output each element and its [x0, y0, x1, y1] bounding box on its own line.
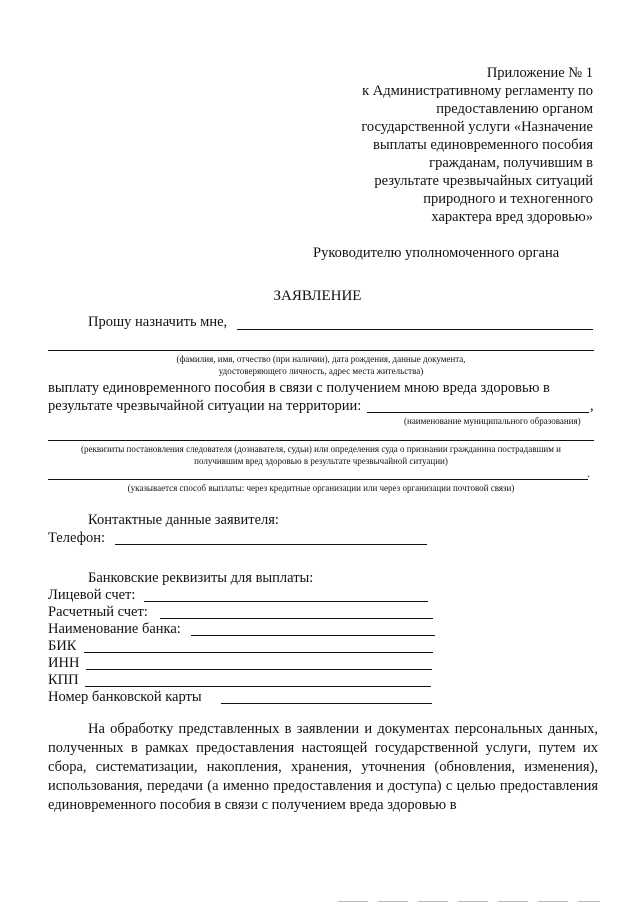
bank-field-label: Наименование банка:: [48, 621, 181, 637]
hint-requisites-1: (реквизиты постановления следователя (дознавателя, судьи) или определения суда о признании гражданина пострадавшим и: [81, 444, 561, 454]
bank-field-label: Номер банковской карты: [48, 689, 202, 705]
contacts-heading: Контактные данные заявителя:: [88, 512, 279, 528]
bank-field-label: Расчетный счет:: [48, 604, 148, 620]
bik-field[interactable]: [84, 652, 433, 653]
header-line: характера вред здоровью»: [431, 209, 593, 225]
scan-artifact: [378, 901, 408, 902]
phone-field[interactable]: [115, 544, 427, 545]
account-field[interactable]: [144, 601, 428, 602]
header-line: выплаты единовременного пособия: [373, 137, 593, 153]
payment-method-field[interactable]: [48, 479, 588, 480]
bank-field-label: БИК: [48, 638, 77, 654]
appendix-header: [293, 64, 593, 226]
bank-field-label: ИНН: [48, 655, 80, 671]
scan-artifact: [458, 901, 488, 902]
header-line: предоставлению органом: [436, 101, 593, 117]
bank-name-field[interactable]: [191, 635, 435, 636]
applicant-name-field[interactable]: [237, 329, 593, 330]
scan-artifact: [418, 901, 448, 902]
territory-field[interactable]: [367, 412, 589, 413]
consent-paragraph: [48, 720, 598, 815]
header-line: результате чрезвычайных ситуаций: [374, 173, 593, 189]
scan-artifact: [498, 901, 528, 902]
applicant-details-field[interactable]: [48, 350, 594, 351]
scan-artifact: [538, 901, 568, 902]
payment-line-2: результате чрезвычайной ситуации на территории:: [48, 398, 362, 414]
inn-field[interactable]: [86, 669, 432, 670]
bank-field-label: КПП: [48, 672, 79, 688]
request-label: Прошу назначить мне,: [88, 314, 228, 330]
header-line: природного и техногенного: [423, 191, 593, 207]
header-line: государственной услуги «Назначение: [361, 119, 593, 135]
bank-field-label: Лицевой счет:: [48, 587, 136, 603]
header-line: Приложение № 1: [486, 65, 593, 81]
hint-person-2: удостоверяющего личность, адрес места жительства): [218, 366, 424, 376]
card-number-field[interactable]: [221, 703, 432, 704]
comma: ,: [590, 398, 594, 414]
header-line: к Административному регламенту по: [362, 83, 593, 99]
scan-artifact: [338, 901, 368, 902]
settlement-account-field[interactable]: [160, 618, 433, 619]
kpp-field[interactable]: [85, 686, 431, 687]
header-line: гражданам, получившим в: [429, 155, 593, 171]
document-title: ЗАЯВЛЕНИЕ: [273, 288, 362, 304]
hint-requisites-2: получившим вред здоровью в результате чрезвычайной ситуации): [194, 456, 448, 466]
period: .: [587, 466, 590, 480]
scan-artifact: [578, 901, 600, 902]
addressee: Руководителю уполномоченного органа: [313, 245, 560, 261]
hint-method: (указывается способ выплаты: через кредитные организации или через организации почтовой связи): [127, 483, 515, 493]
requisites-field[interactable]: [48, 440, 594, 441]
hint-person-1: (фамилия, имя, отчество (при наличии), дата рождения, данные документа,: [176, 354, 466, 364]
hint-territory: (наименование муниципального образования): [404, 416, 581, 426]
bank-heading: Банковские реквизиты для выплаты:: [88, 570, 314, 586]
payment-line-1: выплату единовременного пособия в связи с получением мною вреда здоровью в: [48, 380, 550, 396]
phone-label: Телефон:: [48, 530, 106, 546]
consent-text: На обработку представленных в заявлении и документах персональных данных, полученных в рамках предоставления настоящей государственной услуги, путем их сбора, систематизации, накопления, хранения, уточнения (обновления, изменения), использования, передачи (а именно предоставления и доступа) с целью предоставления единовременного пособия в связи с получением вреда здоровью в: [48, 721, 598, 813]
